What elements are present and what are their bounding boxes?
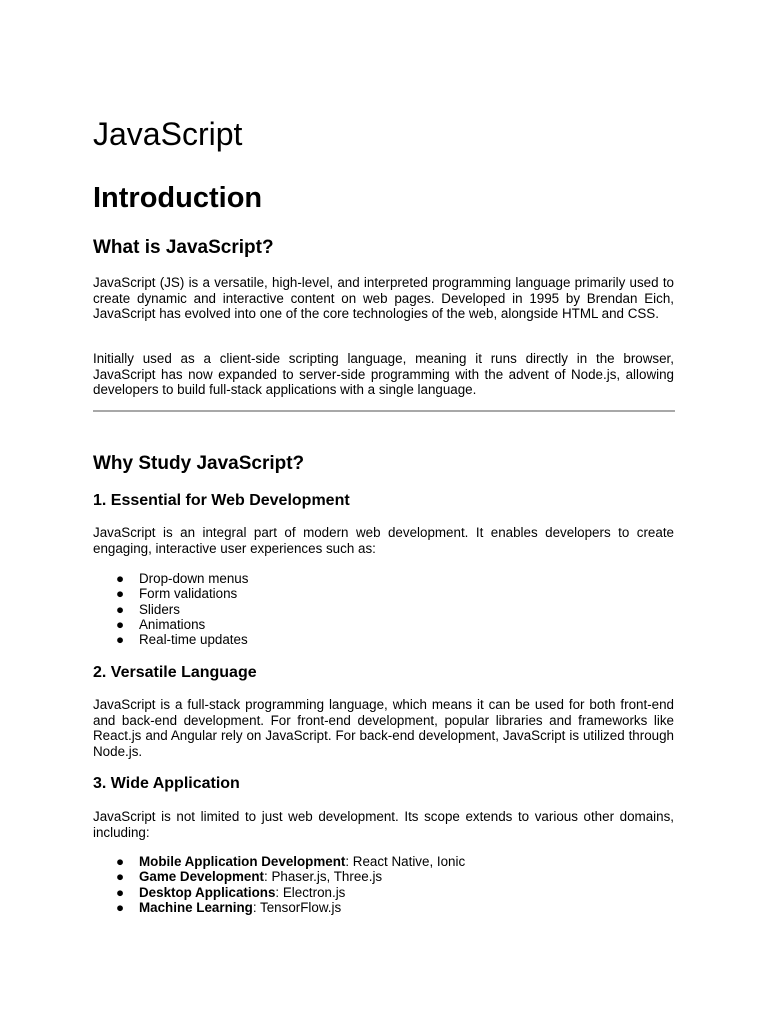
list-item-term: Machine Learning [139,899,253,915]
list-item-term: Mobile Application Development [139,854,346,869]
why-study-heading: Why Study JavaScript? [93,453,305,474]
list-item-text: Animations [139,616,206,632]
list-item [93,602,248,617]
versatile-language-paragraph: JavaScript is a full-stack programming language, which means it can be used for both front-end and back-end development. For front-end development, popular libraries and frameworks like React.js and Angular rely on JavaScript. For back-end development, JavaScript is utilized through Node.js. [93,697,674,759]
list-item [93,632,248,647]
bullet-icon: ● [116,899,125,915]
list-item-text: Sliders [139,601,180,617]
list-item [93,854,465,869]
list-item [93,617,248,632]
list-item [93,586,248,601]
bullet-icon: ● [116,571,125,586]
list-item-term: Game Development [139,869,265,885]
wide-application-paragraph: JavaScript is not limited to just web development. Its scope extends to various other domains, including: [93,809,674,840]
list-item-desc: : Phaser.js, Three.js [264,869,383,885]
bullet-icon: ● [116,616,125,632]
list-item-term: Desktop Applications [139,884,276,900]
bullet-icon: ● [116,632,125,648]
introduction-heading: Introduction [93,182,263,214]
list-item-desc: : React Native, Ionic [345,854,466,869]
list-item-desc: : TensorFlow.js [252,899,342,915]
list-item-desc: : Electron.js [275,884,346,900]
versatile-language-heading: 2. Versatile Language [93,664,257,681]
essential-web-dev-paragraph: JavaScript is an integral part of modern web development. It enables developers to create engaging, interactive user experiences such as: [93,525,674,556]
list-item [93,571,248,586]
bullet-icon: ● [116,854,125,869]
bullet-icon: ● [116,586,125,602]
list-item-text: Form validations [139,586,238,602]
list-item-text: Drop-down menus [139,571,249,586]
wide-application-heading: 3. Wide Application [93,775,240,792]
document-title: JavaScript [93,116,243,152]
what-is-paragraph-2: Initially used as a client-side scripting language, meaning it runs directly in the browser, JavaScript has now expanded to server-side programming with the advent of Node.js, allowing developers to build full-stack applications with a single language. [93,351,674,397]
web-features-list [93,571,248,647]
bullet-icon: ● [116,869,125,885]
what-is-javascript-heading: What is JavaScript? [93,237,274,258]
what-is-paragraph-1: JavaScript (JS) is a versatile, high-level, and interpreted programming language primarily used to create dynamic and interactive content on web pages. Developed in 1995 by Brendan Eich, JavaScript has evolved into one of the core technologies of the web, alongside HTML and CSS. [93,275,674,321]
bullet-icon: ● [116,601,125,617]
list-item-text: Real-time updates [139,632,248,648]
essential-web-dev-heading: 1. Essential for Web Development [93,492,350,509]
list-item [93,900,465,915]
list-item [93,885,465,900]
application-domains-list [93,854,465,915]
list-item [93,869,465,884]
section-divider [93,410,675,412]
bullet-icon: ● [116,884,125,900]
